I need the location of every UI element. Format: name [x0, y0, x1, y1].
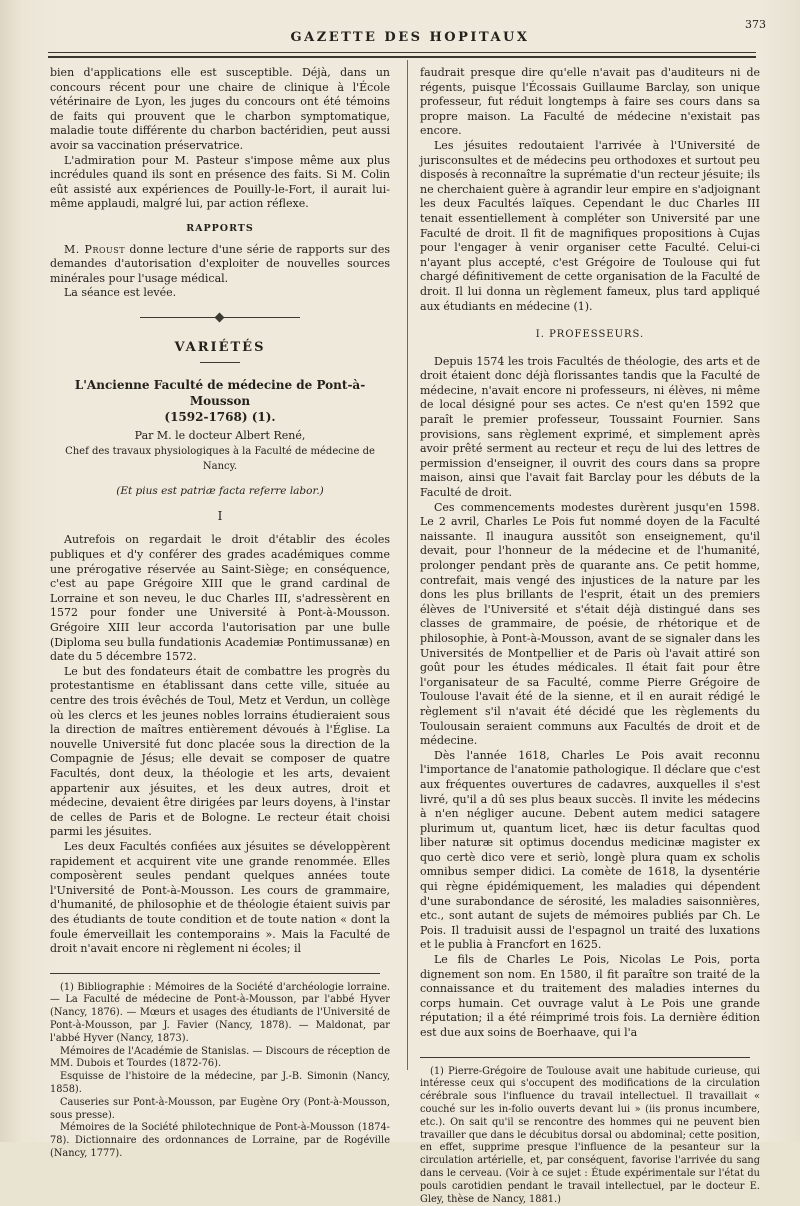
- header-rule-thick: [48, 56, 756, 58]
- paragraph: bien d'applications elle est susceptible. Déjà, dans un concours récent pour une chaire de clinique à l'École vétérinaire de Lyon, les juges du concours ont été témoins de faits qui prouvent que le charbon symptomatique, maladie toute différente du charbon bactéridien, peut aussi avoir sa vaccination préservatrice.: [50, 66, 390, 152]
- article-title: [50, 377, 390, 425]
- page-number: 373: [745, 18, 766, 31]
- paragraph: L'admiration pour M. Pasteur s'impose même aux plus incrédules quand ils sont en présence des faits. Si M. Colin eût assisté aux expériences de Pouilly-le-Fort, il aurait lui-même applaudi, malgré lui, par action réflexe.: [50, 153, 390, 211]
- section-number: I: [217, 508, 223, 523]
- rapport-paragraph: [50, 243, 390, 287]
- paragraph: Depuis 1574 les trois Facultés de théologie, des arts et de droit étaient donc déjà florissantes tandis que la Faculté de médecine, n'avait encore ni professeurs, ni élèves, ni même de local désigné pour ses actes. Ce n'est qu'en 1592 que paraît le premier professeur, Toussaint Fournier. Sans provisions, sans règlement exprimé, et simplement après avoir prêté serment au recteur et reçu de lui des lettres de permission d'enseigner, il ouvrit des cours dans sa propre maison, ainsi que l'avait fait Barclay pour les débuts de la Faculté de droit.: [420, 354, 760, 500]
- left-column: [50, 66, 390, 1161]
- column-divider: [407, 60, 408, 1070]
- varietes-heading: VARIÉTÉS: [174, 339, 266, 355]
- footnote: (1) Pierre-Grégoire de Toulouse avait une habitude curieuse, qui intéresse ceux qui s'occupent des modifications de la circulation cérébrale sous l'influence du travail intellectuel. Il travaillait « couché sur les in-folio ouverts devant lui » (iis pronus incumbere, etc.). On sait qu'il se rencontre des hommes qui ne peuvent bien travailler que dans le décubitus dorsal ou abdominal; cette position, en effet, supprime presque l'influence de la pesanteur sur la circulation artérielle, et, par conséquent, favorise l'arrivée du sang dans le cerveau. (Voir à ce sujet : Étude expérimentale sur l'état du pouls carotidien pendant le travail intellectuel, par le docteur E. Gley, thèse de Nancy, 1881.): [420, 1065, 760, 1205]
- page-header: [40, 18, 780, 54]
- paragraph: faudrait presque dire qu'elle n'avait pas d'auditeurs ni de régents, puisque l'Écossais Guillaume Barclay, son unique professeur, fut réduit longtemps à faire ses cours dans sa propre maison. La Faculté de médecine n'existait pas encore.: [420, 66, 760, 138]
- paragraph: Dès l'année 1618, Charles Le Pois avait reconnu l'importance de l'anatomie pathologique. Il déclare que c'est aux fréquentes ouvertures de cadavres, auxquelles il s'est livré, qu'il a dû ses plus beaux succès. Il invite les médecins à n'en négliger aucune. Debent autem medici satagere plurimum ut, quantum licet, hæc iis detur facultas quod liber naturæ sit optimus docendus medicinæ magister ex quo certè dico vere et seriò, longè plura quam ex scholis omnibus semper didici. La comète de 1618, la dysentérie qui règne épidémiquement, les maladies qui dépendent d'une surabondance de sérosité, les maladies saisonnières, etc., sont autant de sujets de mémoires publiés par Ch. Le Pois. Il traduisit aussi de l'espagnol un traité des luxations et le publia à Francfort en 1625.: [420, 748, 760, 952]
- paragraph: Ces commencements modestes durèrent jusqu'en 1598. Le 2 avril, Charles Le Pois fut nommé doyen de la Faculté naissante. Il inaugura aussitôt son enseignement, qu'il devait, pour l'honneur de la médecine et de l'humanité, prolonger pendant près de quarante ans. Ce petit homme, contrefait, mais vengé des injustices de la nature par les dons les plus brillants de l'esprit, était un des premiers élèves de l'Université et s'était déjà distingué dans ses classes de grammaire, de poésie, de rhétorique et de philosophie, à Pont-à-Mousson, avant de se signaler dans les Universités de Montpellier et de Paris où l'avait attiré son goût pour les études médicales. Il était fait pour être l'organisateur de sa Faculté, comme Pierre Grégoire de Toulouse l'avait été de la sienne, et il en aurait rédigé le règlement s'il n'avait été décidé que les règlements du Toulousain seraient communs aux Facultés de droit et de médecine.: [420, 500, 760, 748]
- article-author: Par M. le docteur Albert René,: [134, 428, 306, 442]
- paragraph: Les deux Facultés confiées aux jésuites se développèrent rapidement et acquirent vite une grande renommée. Elles composèrent seules pendant quelques années toute l'Université de Pont-à-Mousson. Les cours de grammaire, d'humanité, de philosophie et de théologie étaient suivis par des étudiants de toute condition et de toute nation « dont la foule émerveillait les contemporains ». Mais la Faculté de droit n'avait encore ni règlement ni écoles; il: [50, 839, 390, 956]
- footnote: Mémoires de l'Académie de Stanislas. — Discours de réception de MM. Dubois et Tourdes (1872-76).: [50, 1045, 390, 1070]
- article-title-line2: (1592-1768) (1).: [164, 409, 276, 424]
- professeurs-heading: I. PROFESSEURS.: [535, 329, 645, 341]
- rapport-text: donne lecture d'une série de rapports sur des demandes d'autorisation d'exploiter de nouvelles sources minérales pour l'usage médical.: [50, 242, 390, 285]
- footnote: Causeries sur Pont-à-Mousson, par Eugène Ory (Pont-à-Mousson, sous presse).: [50, 1096, 390, 1121]
- rapports-heading: RAPPORTS: [186, 222, 254, 234]
- rapporteur-name: M. Proust: [64, 242, 126, 256]
- section-ornament: [50, 311, 390, 323]
- footnotes-left: [50, 982, 390, 1161]
- paragraph: Le fils de Charles Le Pois, Nicolas Le Pois, porta dignement son nom. En 1580, il fit paraître son traité de la connaissance et du traitement des maladies internes du corps humain. Cet ouvrage valut à Le Pois une grande réputation; il a été réimprimé trois fois. La dernière édition est due aux soins de Boerhaave, qui l'a: [420, 953, 760, 1039]
- footnote: Mémoires de la Société philotechnique de Pont-à-Mousson (1874-78). Dictionnaire des ordonnances de Lorraine, par de Rogéville (Nancy, 1777).: [50, 1122, 390, 1160]
- short-rule: [200, 362, 240, 363]
- right-column: [420, 66, 760, 1206]
- running-title: GAZETTE DES HOPITAUX: [290, 30, 530, 45]
- ornament-diamond-icon: [215, 312, 225, 322]
- author-affiliation: Chef des travaux physiologiques à la Faculté de médecine de Nancy.: [65, 446, 375, 472]
- footnote: (1) Bibliographie : Mémoires de la Société d'archéologie lorraine. — La Faculté de médecine de Pont-à-Mousson, par l'abbé Hyver (Nancy, 1876). — Mœurs et usages des étudiants de l'Université de Pont-à-Mousson, par J. Favier (Nancy, 1878). — Maldonat, par l'abbé Hyver (Nancy, 1873).: [50, 981, 390, 1044]
- footnotes-right: [420, 1066, 760, 1206]
- epigraph: (Et pius est patriæ facta referre labor.): [116, 485, 324, 498]
- paragraph: Autrefois on regardait le droit d'établir des écoles publiques et d'y conférer des grades académiques comme une prérogative réservée au Saint-Siège; en conséquence, c'est au pape Grégoire XIII que le grand cardinal de Lorraine et son neveu, le duc Charles III, s'adressèrent en 1572 pour fonder une Université à Pont-à-Mousson. Grégoire XIII leur accorda l'autorisation par une bulle (Diploma seu bulla fundationis Academiæ Pontimussanæ) en date du 5 décembre 1572.: [50, 533, 390, 664]
- paragraph: Les jésuites redoutaient l'arrivée à l'Université de jurisconsultes et de médecins peu orthodoxes et surtout peu disposés à reconnaître la suprématie d'un recteur jésuite; ils ne cherchaient guère à agrandir leur empire en s'adjoignant les deux Facultés laïques. Cependant le duc Charles III tenait essentiellement à compléter son Université par une Faculté de droit. Il fit de magnifiques propositions à Cujas pour l'engager à venir organiser cette Faculté. Celui-ci n'ayant plus accepté, c'est Grégoire de Toulouse qui fut chargé définitivement de cette organisation de la Faculté de droit. Il lui donna un règlement fameux, plus tard appliqué aux étudiants en médecine (1).: [420, 138, 760, 313]
- article-title-line1: L'Ancienne Faculté de médecine de Pont-à-Mousson: [74, 377, 366, 408]
- footnote: Esquisse de l'histoire de la médecine, par J.-B. Simonin (Nancy, 1858).: [50, 1071, 390, 1096]
- footnote-rule: [50, 973, 380, 974]
- seance-closed: La séance est levée.: [64, 286, 177, 300]
- footnote-rule: [420, 1057, 750, 1058]
- header-rule-thin: [48, 52, 756, 53]
- paragraph: Le but des fondateurs était de combattre les progrès du protestantisme en établissant dans cette ville, située au centre des trois évêchés de Toul, Metz et Verdun, un collège où les clercs et les jeunes nobles lorrains étudieraient sous la direction de maîtres entièrement dévoués à l'Église. La nouvelle Université fut donc placée sous la direction de la Compagnie de Jésus; elle devait se composer de quatre Facultés, dont deux, la théologie et les arts, devaient appartenir aux jésuites, et les deux autres, droit et médecine, devaient être dirigées par leurs doyens, à l'instar de celles de Paris et de Bologne. Le recteur était choisi parmi les jésuites.: [50, 664, 390, 839]
